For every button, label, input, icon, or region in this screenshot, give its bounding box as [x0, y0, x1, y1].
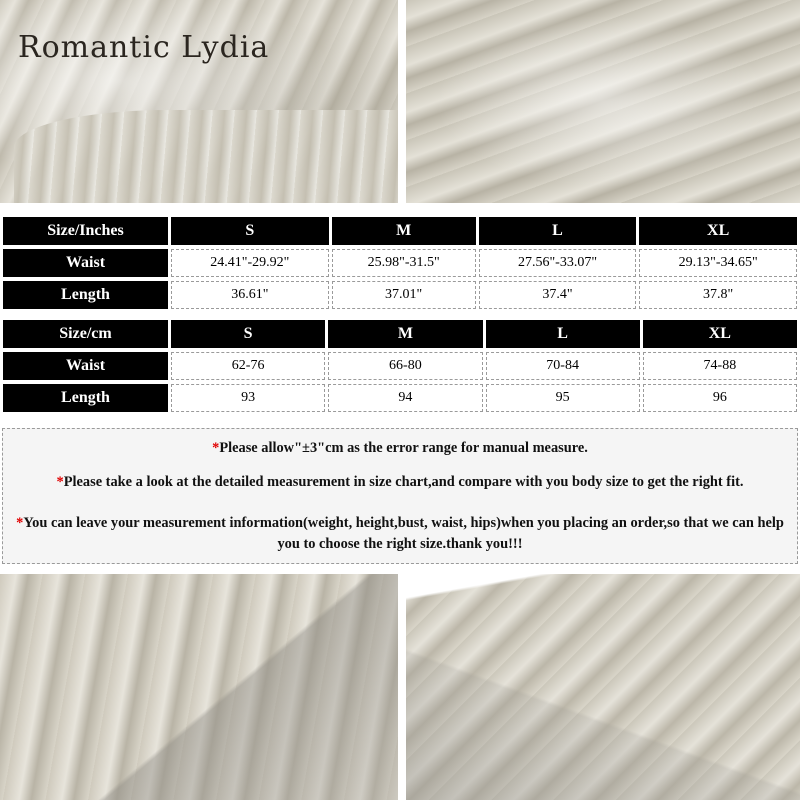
table-cell: 37.4"	[479, 281, 637, 309]
table-header-row	[3, 217, 797, 245]
table-cell: 37.8"	[639, 281, 797, 309]
measurement-notes	[2, 428, 798, 564]
note-text: Please take a look at the detailed measurement in size chart,and compare with you body size to get the right fit.	[63, 474, 744, 490]
brand-logo: Romantic Lydia	[18, 30, 270, 65]
photo-hem-and-lining	[406, 574, 800, 800]
table-row	[3, 281, 797, 309]
table-cell: 96	[643, 384, 797, 412]
table-cell: 25.98"-31.5"	[332, 249, 476, 277]
header-cell: Size/cm	[3, 320, 168, 348]
header-cell: S	[171, 217, 329, 245]
header-cell: XL	[639, 217, 797, 245]
photo-pleats-and-lining	[0, 574, 398, 800]
header-cell: M	[332, 217, 476, 245]
header-cell: L	[486, 320, 640, 348]
note-error-range	[3, 440, 797, 457]
table-cell: 95	[486, 384, 640, 412]
header-cell: XL	[643, 320, 797, 348]
table-cell: 74-88	[643, 352, 797, 380]
size-table-inches	[0, 213, 800, 313]
header-cell: Size/Inches	[3, 217, 168, 245]
note-leave-measurements	[3, 513, 797, 555]
table-cell: 36.61"	[171, 281, 329, 309]
table-cell: 37.01"	[332, 281, 476, 309]
note-text: Please allow"±3"cm as the error range for manual measure.	[219, 440, 588, 456]
photo-velvet-fabric-closeup	[406, 0, 800, 203]
table-cell: 66-80	[328, 352, 482, 380]
table-header-row	[3, 320, 797, 348]
table-row	[3, 249, 797, 277]
table-cell: 24.41"-29.92"	[171, 249, 329, 277]
table-cell: 94	[328, 384, 482, 412]
table-row	[3, 352, 797, 380]
row-label: Waist	[3, 352, 168, 380]
note-asterisk: *	[16, 515, 24, 531]
photo-waistband-closeup	[0, 0, 398, 203]
row-label: Length	[3, 384, 168, 412]
size-table-cm	[0, 316, 800, 416]
table-cell: 93	[171, 384, 325, 412]
note-size-chart	[3, 474, 797, 491]
note-text: You can leave your measurement information(weight, height,bust, waist, hips)when you placing an order,so that we can help you to choose the right size.thank you!!!	[23, 515, 784, 552]
table-cell: 27.56"-33.07"	[479, 249, 637, 277]
note-asterisk: *	[56, 474, 64, 490]
row-label: Waist	[3, 249, 168, 277]
note-asterisk: *	[212, 440, 220, 456]
table-cell: 70-84	[486, 352, 640, 380]
header-cell: L	[479, 217, 637, 245]
header-cell: S	[171, 320, 325, 348]
size-chart	[0, 213, 800, 423]
table-row	[3, 384, 797, 412]
header-cell: M	[328, 320, 482, 348]
row-label: Length	[3, 281, 168, 309]
waistband-shape	[14, 110, 398, 203]
table-cell: 29.13"-34.65"	[639, 249, 797, 277]
table-cell: 62-76	[171, 352, 325, 380]
